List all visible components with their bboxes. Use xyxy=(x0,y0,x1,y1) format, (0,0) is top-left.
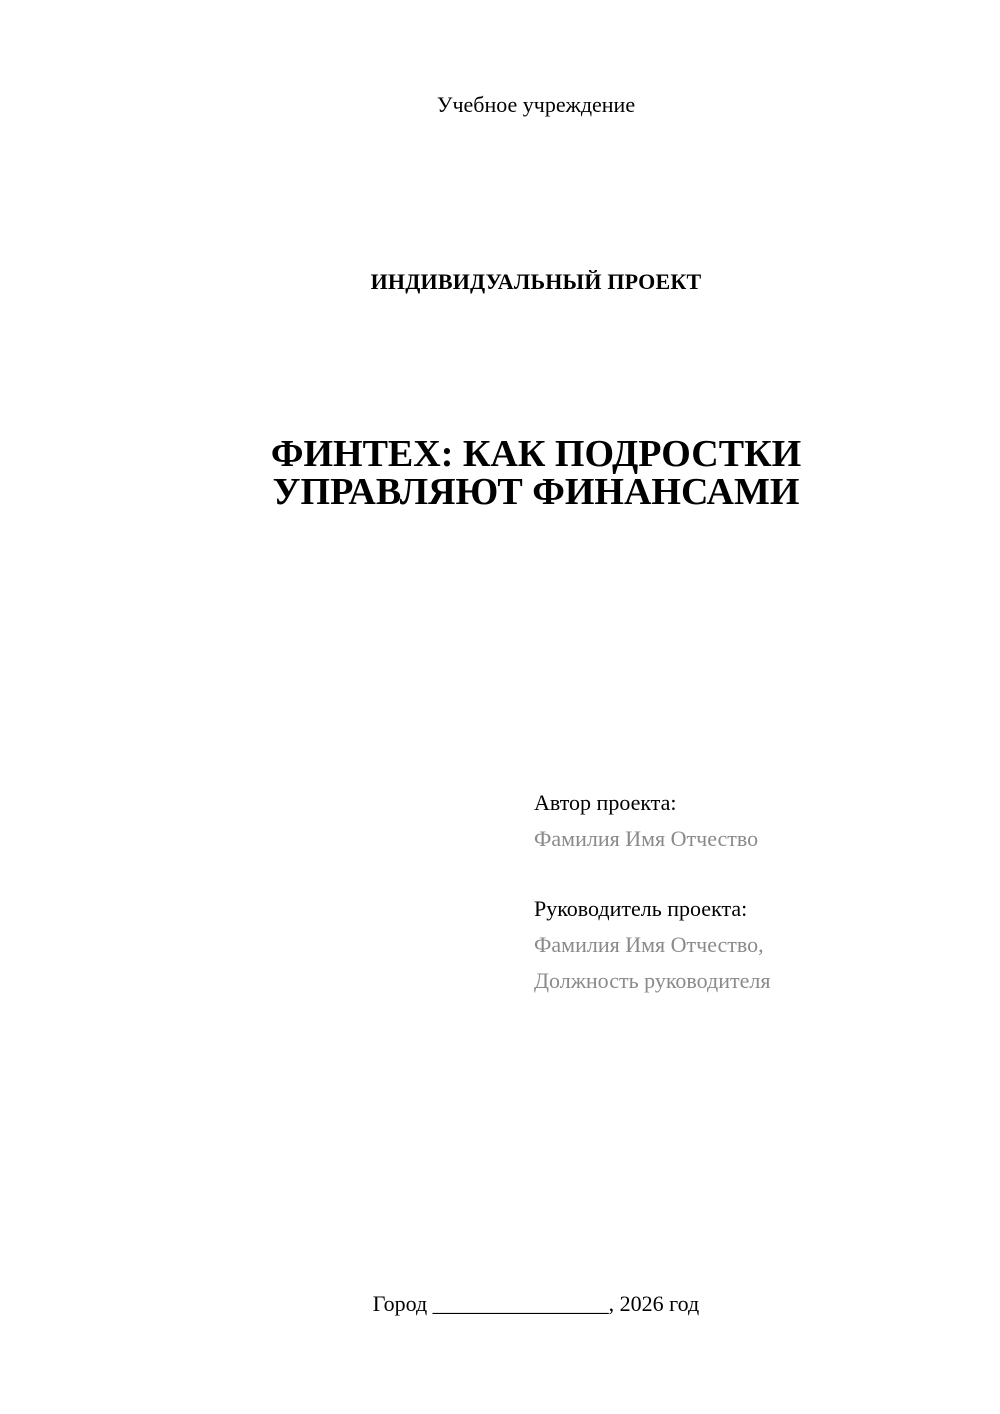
supervisor-name: Фамилия Имя Отчество, xyxy=(534,932,764,957)
project-type-heading: ИНДИВИДУАЛЬНЫЙ ПРОЕКТ xyxy=(370,269,702,294)
supervisor-position: Должность руководителя xyxy=(534,968,771,993)
institution-name: Учебное учреждение xyxy=(436,92,636,117)
project-title xyxy=(0,435,1000,511)
project-title-line-2: УПРАВЛЯЮТ ФИНАНСАМИ xyxy=(272,471,800,513)
city-year-footer: Город ________________, 2026 год xyxy=(372,1291,700,1316)
author-name: Фамилия Имя Отчество xyxy=(534,826,759,851)
author-label: Автор проекта: xyxy=(534,790,677,815)
author-block xyxy=(534,785,758,857)
supervisor-block xyxy=(534,891,770,999)
supervisor-label: Руководитель проекта: xyxy=(534,896,748,921)
project-title-line-1: ФИНТЕХ: КАК ПОДРОСТКИ xyxy=(270,433,802,475)
